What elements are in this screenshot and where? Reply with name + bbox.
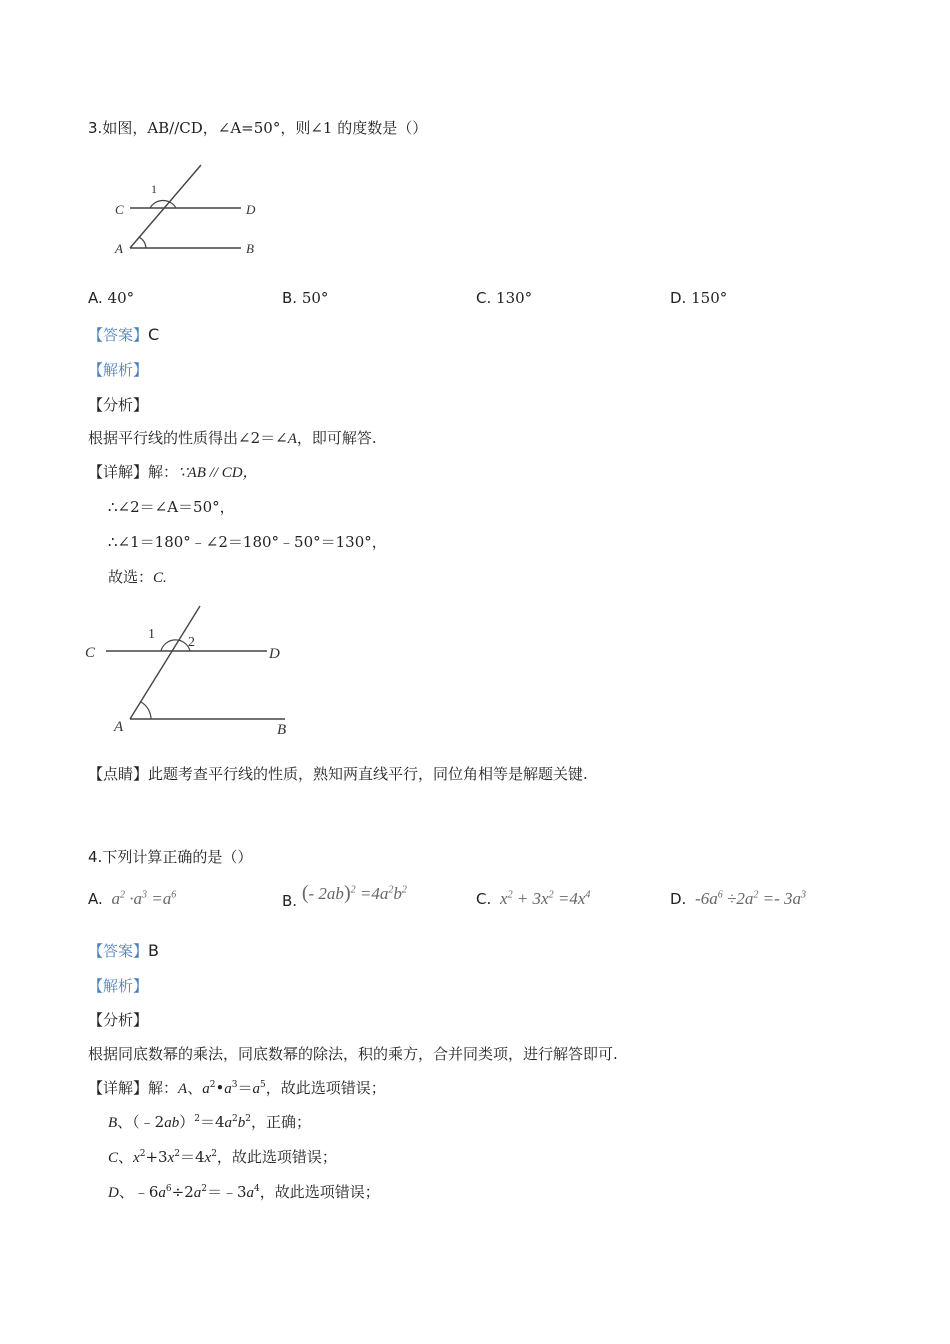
- label-2-2: 2: [188, 635, 195, 650]
- q4-option-b-formula: (- $2ab)^2 =4a^2b^2$: [301, 882, 407, 904]
- q4-line-d: D、$﹣6a^6\div 2a^2=﹣3a^4$，故此选项错误；: [108, 1183, 380, 1201]
- q4-line-b: B、$(﹣2ab)^2=4a^2b^2$，正确；: [108, 1113, 311, 1131]
- angle-1-arc: [150, 200, 176, 208]
- q3-fenxi-tag: 【分析】: [88, 396, 149, 414]
- q4-option-a[interactable]: A. $a^2 \cdot a^3 =a^6$: [88, 889, 177, 908]
- q4-line-c: C、$x^2+3x^2=4x^2$，故此选项错误；: [108, 1148, 337, 1166]
- q3-step-3: 故选：C.: [108, 568, 167, 586]
- q3-figure-2: [80, 600, 300, 745]
- transversal-2: [130, 606, 200, 719]
- q4-stem-text: 下列计算正确的是（）: [102, 848, 253, 866]
- label-1-2: 1: [148, 627, 155, 642]
- q4-line-d-math: D、$﹣6a^6\div 2a^2=﹣3a^4$: [108, 1183, 260, 1201]
- label-d-2: D: [269, 646, 280, 662]
- label-c-2: C: [85, 645, 96, 661]
- label-c: C: [115, 202, 124, 217]
- label-a-2: A: [114, 719, 124, 735]
- q4-jiexi-tag: 【解析】: [88, 977, 149, 995]
- angle-a-arc-2: [141, 702, 151, 719]
- label-b: B: [246, 241, 254, 256]
- transversal: [130, 165, 201, 248]
- q4-line-c-math: C、$x^2+3x^2=4x^2$: [108, 1148, 217, 1166]
- q3-step-2: ∴∠1＝180°﹣∠2＝180°﹣50°＝130°，: [108, 533, 387, 551]
- q3-option-c[interactable]: C. 130°: [476, 289, 533, 307]
- q3-step-1: ∴∠2＝∠A＝50°，: [108, 498, 235, 516]
- q4-fenxi-text: 根据同底数幂的乘法，同底数幂的除法，积的乘方，合并同类项，进行解答即可.: [88, 1045, 618, 1063]
- q4-answer: 【答案】B: [88, 941, 159, 960]
- angle-a-arc: [139, 237, 146, 248]
- q4-option-b[interactable]: B. (- $2ab)^2 =4a^2b^2$: [282, 882, 407, 910]
- q4-option-c[interactable]: C. $x^2 + 3x^2 =4x^4$: [476, 889, 591, 908]
- q3-figure-1: [108, 160, 268, 260]
- q3-xiangjie: 【详解】解：∵AB // CD，: [88, 463, 258, 481]
- label-b-2: B: [277, 722, 287, 738]
- q3-number: 3.: [88, 119, 103, 137]
- q3-answer: 【答案】C: [88, 325, 160, 344]
- q3-stem-text: 如图，AB//CD，∠A=50°，则∠1 的度数是（）: [102, 119, 428, 137]
- label-1: 1: [151, 182, 157, 196]
- q4-line-a-math: A、$a^2•a^3=a^5$: [178, 1079, 266, 1097]
- q4-line-b-math: B、$(﹣2ab)^2=4a^2b^2$: [108, 1113, 251, 1131]
- q3-option-a[interactable]: A. 40°: [88, 289, 135, 307]
- q4-option-d-formula: $-6a^6 \div 2a^2 =- 3a^3$: [695, 889, 807, 908]
- q3-option-b[interactable]: B. 50°: [282, 289, 329, 307]
- label-d: D: [246, 202, 256, 217]
- label-a: A: [115, 241, 123, 256]
- q4-fenxi-tag: 【分析】: [88, 1011, 149, 1029]
- q4-line-a: 【详解】解：A、$a^2•a^3=a^5$，故此选项错误；: [88, 1079, 386, 1097]
- q3-option-d[interactable]: D. 150°: [670, 289, 728, 307]
- q4-stem: [88, 846, 252, 867]
- q3-dianjing: 【点睛】此题考查平行线的性质，熟知两直线平行，同位角相等是解题关键.: [88, 765, 588, 783]
- q3-stem: [88, 117, 427, 138]
- q4-number: 4.: [88, 848, 103, 866]
- q3-fenxi-text: 根据平行线的性质得出∠2＝∠A，即可解答.: [88, 429, 377, 447]
- q4-option-a-formula: $a^2 \cdot a^3 =a^6$: [111, 889, 177, 908]
- q3-jiexi-tag: 【解析】: [88, 361, 149, 379]
- q4-option-d[interactable]: D. $-6a^6 \div 2a^2 =- 3a^3$: [670, 889, 807, 908]
- q4-option-c-formula: $x^2 + 3x^2 =4x^4$: [500, 889, 591, 908]
